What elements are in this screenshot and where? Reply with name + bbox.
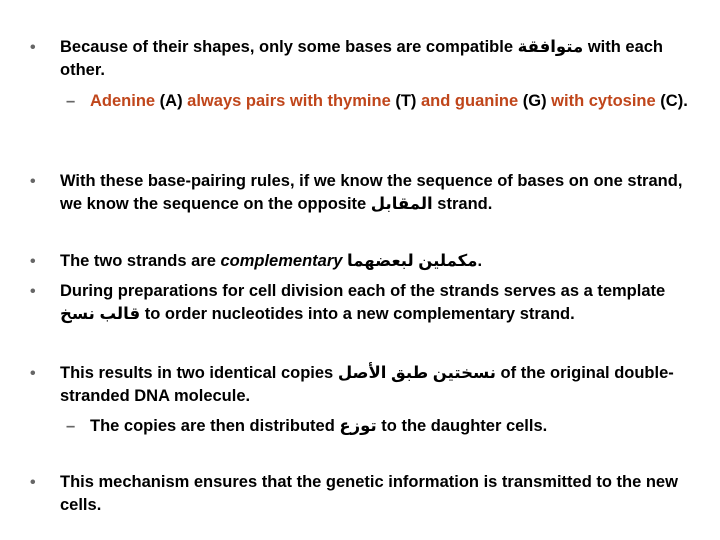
arabic-term: متوافقة: [517, 38, 584, 56]
text-segment: with each other.: [60, 38, 664, 79]
bullet-icon: •: [30, 253, 36, 270]
bullet-item-complementary: [30, 250, 700, 273]
sub-bullet-pairing-rules: [66, 90, 700, 113]
text-segment: During preparations for cell division each of the strands serves as a template: [60, 282, 666, 300]
bullet-icon: •: [30, 365, 36, 382]
term-adenine: Adenine: [90, 92, 156, 110]
bullet-item-compatibility: [30, 36, 700, 82]
arabic-term: قالب نسخ: [60, 305, 141, 323]
text-segment: .: [477, 252, 483, 270]
bullet-item-identical-copies: [30, 362, 700, 408]
text-segment: (G): [518, 92, 552, 110]
dash-icon: –: [66, 92, 76, 110]
text-segment: This results in two identical copies: [60, 364, 338, 382]
arabic-term: توزع: [339, 417, 377, 435]
bullet-item-mechanism: [30, 471, 700, 517]
text-segment: (C).: [655, 92, 688, 110]
term-complementary: complementary: [220, 252, 343, 270]
text-segment-red: with cytosine: [551, 92, 656, 110]
text-segment: Because of their shapes, only some bases are compatible: [60, 38, 518, 56]
text-segment: (T): [390, 92, 421, 110]
bullet-icon: •: [30, 39, 36, 56]
text-segment: to the daughter cells.: [376, 417, 548, 435]
bullet-icon: •: [30, 283, 36, 300]
bullet-icon: •: [30, 474, 36, 491]
bullet-icon: •: [30, 173, 36, 190]
arabic-term: المقابل: [370, 195, 433, 213]
sub-bullet-distribution: [66, 415, 700, 438]
text-segment: This mechanism ensures that the genetic information is transmitted to the new cells.: [60, 473, 678, 514]
text-segment: of the original double-stranded DNA molecule.: [60, 364, 674, 405]
text-segment-red: always pairs with thymine: [187, 92, 391, 110]
arabic-term: مكملين لبعضهما: [347, 252, 478, 270]
text-segment: to order nucleotides into a new complementary strand.: [140, 305, 575, 323]
text-segment-red: and guanine: [421, 92, 519, 110]
text-segment: The two strands are: [60, 252, 221, 270]
dash-icon: –: [66, 417, 76, 435]
bullet-item-base-pairing: [30, 170, 700, 216]
text-segment: With these base-pairing rules, if we know the sequence of bases on one strand, we know the sequence on the opposite: [60, 172, 683, 213]
bullet-item-cell-division: [30, 280, 700, 326]
text-segment: strand.: [432, 195, 493, 213]
text-segment: (A): [155, 92, 188, 110]
text-segment: The copies are then distributed: [90, 417, 340, 435]
arabic-term: نسختين طبق الأصل: [337, 364, 496, 382]
